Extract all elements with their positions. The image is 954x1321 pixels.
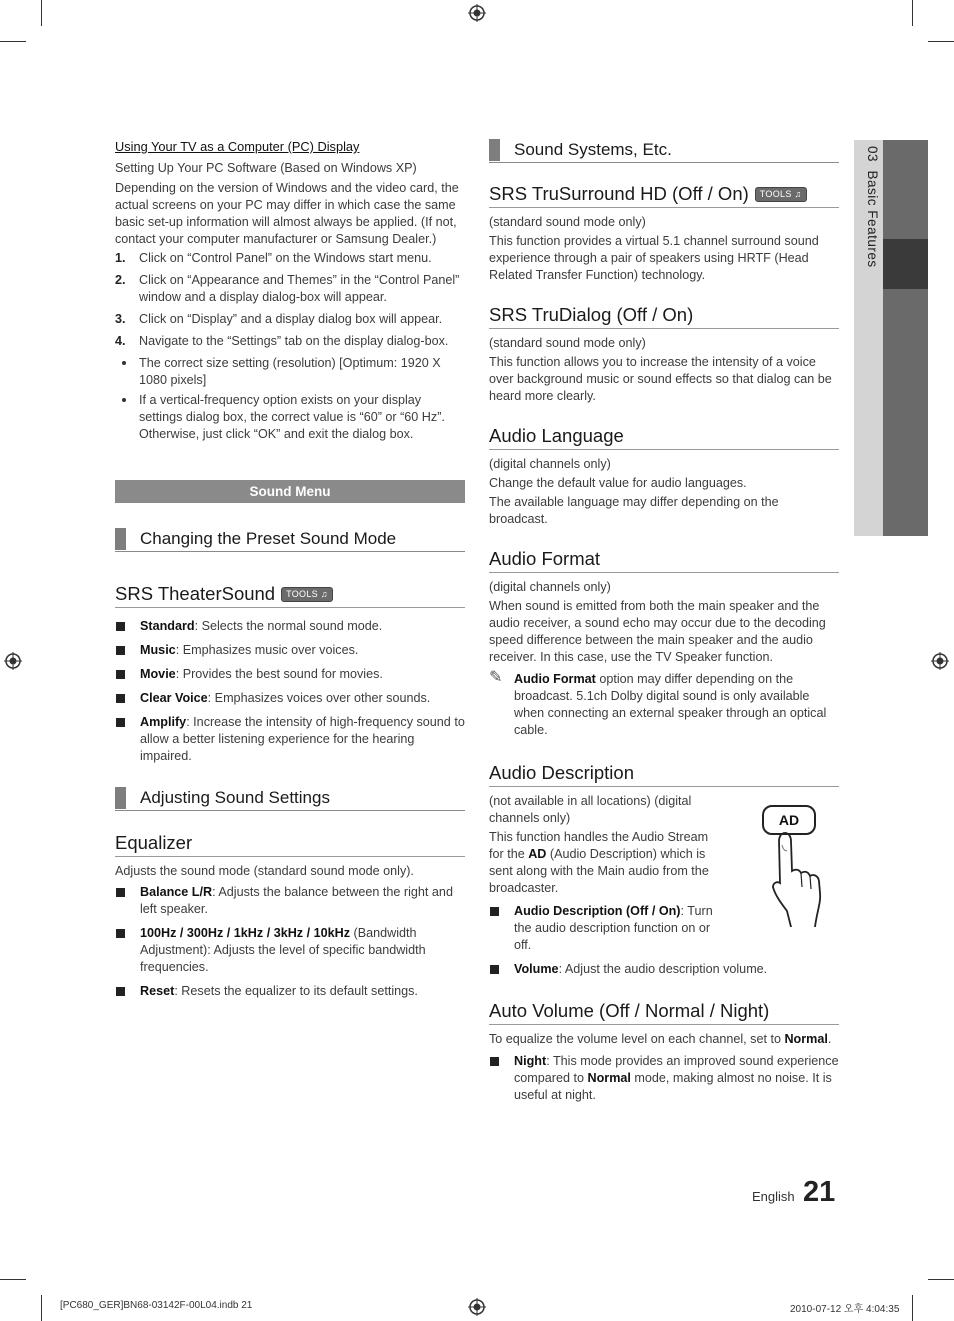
print-slug-left: [PC680_GER]BN68-03142F-00L04.indb 21 xyxy=(60,1300,253,1311)
audio-format-tip: ✎ Audio Format option may differ depending on the broadcast. 5.1ch Dolby digital sound is only available when connecting an external speaker through an optical cable. xyxy=(489,669,827,737)
pc-step: 3. Click on “Display” and a display dialog box will appear. xyxy=(115,312,443,326)
auto-volume-text: To equalize the volume level on each channel, set to Normal. xyxy=(489,1032,832,1046)
tab-band-active xyxy=(883,239,928,289)
tab-band-2 xyxy=(883,289,928,536)
left-sound-column xyxy=(115,528,465,1000)
sound-systems-heading: Sound Systems, Etc. xyxy=(489,139,839,163)
audio-description-note: (not available in all locations) (digital channels only) xyxy=(489,794,692,825)
trudialog-heading: SRS TruDialog (Off / On) xyxy=(489,303,839,329)
sound-menu-bar: Sound Menu xyxy=(115,480,465,503)
page-number: 21 xyxy=(803,1176,836,1208)
audio-language-heading: Audio Language xyxy=(489,424,839,450)
list-item: Amplify: Increase the intensity of high-frequency sound to allow a better listening experience for the hearing impaired. xyxy=(115,714,465,765)
equalizer-intro: Adjusts the sound mode (standard sound mode only). xyxy=(115,864,414,878)
registration-mark-bottom xyxy=(468,1298,486,1316)
audio-format-heading: Audio Format xyxy=(489,547,839,573)
tab-band-1 xyxy=(883,140,928,239)
pc-intro: Depending on the version of Windows and the video card, the actual screens on your PC may differ in which case the same basic set-up information will almost always be applied. (If not, contact your computer manufacturer or Samsung Dealer.) xyxy=(115,181,459,246)
pc-steps xyxy=(115,250,465,443)
pc-bullet: If a vertical-frequency option exists on your display settings dialog box, the correct value is “60” or “60 Hz”. Otherwise, just click “OK” and exit the dialog box. xyxy=(115,392,465,443)
tools-icon: TOOLS ♫ xyxy=(755,187,807,202)
list-item: Audio Description (Off / On): Turn the audio description function on or off. xyxy=(489,903,721,954)
pc-bullet: The correct size setting (resolution) [Optimum: 1920 X 1080 pixels] xyxy=(115,355,465,389)
chapter-label: 03 Basic Features xyxy=(865,146,880,268)
equalizer-list xyxy=(115,884,465,1000)
audio-language-text-2: The available language may differ depending on the broadcast. xyxy=(489,495,779,526)
audio-description-text: This function handles the Audio Stream for the AD (Audio Description) which is sent along with the Main audio from the broadcaster. xyxy=(489,830,709,895)
trusurround-text: This function provides a virtual 5.1 channel surround sound experience through a pair of speakers using HRTF (Head Related Transfer Function) technology. xyxy=(489,234,819,282)
list-item: Reset: Resets the equalizer to its default settings. xyxy=(115,983,465,1000)
right-column xyxy=(489,139,839,1104)
trudialog-note: (standard sound mode only) xyxy=(489,336,646,350)
preset-sound-heading: Changing the Preset Sound Mode xyxy=(115,528,465,552)
audio-description-body xyxy=(489,793,839,954)
registration-mark-right xyxy=(931,652,949,670)
adjust-sound-heading: Adjusting Sound Settings xyxy=(115,787,465,811)
pc-subtitle: Setting Up Your PC Software (Based on Windows XP) xyxy=(115,161,417,175)
pc-step: 1. Click on “Control Panel” on the Windows start menu. xyxy=(115,251,432,265)
audio-language-note: (digital channels only) xyxy=(489,457,611,471)
theatersound-list xyxy=(115,618,465,765)
pc-display-title: Using Your TV as a Computer (PC) Display xyxy=(115,139,360,154)
audio-format-text: When sound is emitted from both the main speaker and the audio receiver, a sound echo may occur due to the decoding speed difference between the main speaker and the audio receiver. In this case, use the TV Speaker function. xyxy=(489,599,826,664)
registration-mark-top xyxy=(468,4,486,22)
list-item: Movie: Provides the best sound for movies. xyxy=(115,666,465,683)
list-item: Standard: Selects the normal sound mode. xyxy=(115,618,465,635)
note-pencil-icon: ✎ xyxy=(489,669,503,686)
audio-format-note: (digital channels only) xyxy=(489,580,611,594)
equalizer-heading: Equalizer xyxy=(115,831,465,857)
print-slug-right: 2010-07-12 오후 4:04:35 xyxy=(790,1304,900,1315)
theatersound-heading: SRS TheaterSound TOOLS ♫ xyxy=(115,582,465,608)
auto-volume-heading: Auto Volume (Off / Normal / Night) xyxy=(489,999,839,1025)
footer-language: English xyxy=(752,1189,795,1204)
left-column xyxy=(115,138,465,443)
trusurround-note: (standard sound mode only) xyxy=(489,215,646,229)
pc-step: 2. Click on “Appearance and Themes” in the “Control Panel” window and a display dialog-box will appear. xyxy=(115,273,460,304)
ad-button: AD xyxy=(762,805,816,835)
list-item: Clear Voice: Emphasizes voices over other sounds. xyxy=(115,690,465,707)
list-item: Music: Emphasizes music over voices. xyxy=(115,642,465,659)
trudialog-text: This function allows you to increase the intensity of a voice over background music or sound effects so that dialog can be heard more clearly. xyxy=(489,355,832,403)
list-item: Volume: Adjust the audio description volume. xyxy=(489,961,839,978)
audio-language-text: Change the default value for audio languages. xyxy=(489,476,747,490)
list-item: Balance L/R: Adjusts the balance between the right and left speaker. xyxy=(115,884,465,918)
trusurround-heading: SRS TruSurround HD (Off / On) TOOLS ♫ xyxy=(489,182,839,208)
audio-description-heading: Audio Description xyxy=(489,761,839,787)
registration-mark-left xyxy=(4,652,22,670)
pc-step: 4. Navigate to the “Settings” tab on the display dialog-box. xyxy=(115,334,449,348)
tools-icon: TOOLS ♫ xyxy=(281,587,333,602)
ad-remote-illustration xyxy=(757,801,847,927)
pointing-hand-icon xyxy=(771,831,841,927)
list-item: 100Hz / 300Hz / 1kHz / 3kHz / 10kHz (Bandwidth Adjustment): Adjusts the level of specific bandwidth frequencies. xyxy=(115,925,465,976)
list-item: Night: This mode provides an improved sound experience compared to Normal mode, making almost no noise. It is useful at night. xyxy=(489,1053,839,1104)
